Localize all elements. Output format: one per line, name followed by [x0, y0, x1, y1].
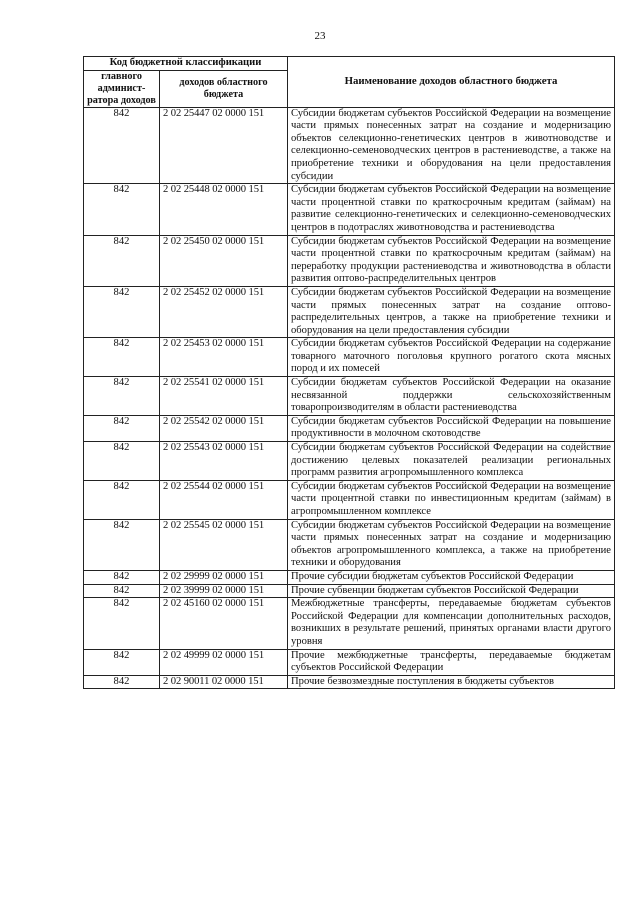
code-column-header: доходов областного бюджета: [160, 70, 288, 107]
table-row: [84, 675, 615, 689]
admin-code-cell: 842: [84, 675, 160, 689]
admin-code-cell: 842: [84, 442, 160, 481]
table-row: [84, 519, 615, 570]
admin-code-cell: 842: [84, 184, 160, 235]
table-row: [84, 480, 615, 519]
income-name-cell: Прочие безвозмездные поступления в бюджеты субъектов: [288, 675, 615, 689]
admin-code-cell: 842: [84, 235, 160, 286]
income-code-cell: 2 02 25542 02 0000 151: [160, 415, 288, 441]
admin-code-cell: 842: [84, 598, 160, 649]
table-row: [84, 377, 615, 416]
table-row: [84, 584, 615, 598]
admin-code-cell: 842: [84, 570, 160, 584]
admin-code-cell: 842: [84, 480, 160, 519]
income-name-cell: Субсидии бюджетам субъектов Российской Федерации на оказание несвязанной поддержки сельскохозяйственным товаропроизводителям в области растениеводства: [288, 377, 615, 416]
table-row: [84, 415, 615, 441]
income-code-cell: 2 02 49999 02 0000 151: [160, 649, 288, 675]
admin-code-cell: 842: [84, 286, 160, 337]
income-name-cell: Субсидии бюджетам субъектов Российской Федерации на возмещение части прямых понесенных затрат на создание оптово-распределительных центров, а также на приобретение техники и оборудования на цели предоставления субсидии: [288, 286, 615, 337]
table-row: [84, 649, 615, 675]
income-name-cell: Субсидии бюджетам субъектов Российской Федерации на возмещение части процентной ставки по краткосрочным кредитам (займам) на переработку продукции растениеводства и животноводства в области развития оптово-распределительных центров: [288, 235, 615, 286]
income-code-cell: 2 02 25543 02 0000 151: [160, 442, 288, 481]
income-code-cell: 2 02 25541 02 0000 151: [160, 377, 288, 416]
income-code-cell: 2 02 39999 02 0000 151: [160, 584, 288, 598]
income-name-cell: Прочие субсидии бюджетам субъектов Российской Федерации: [288, 570, 615, 584]
income-name-cell: Субсидии бюджетам субъектов Российской Федерации на содействие достижению целевых показателей реализации региональных программ развития агропромышленного комплекса: [288, 442, 615, 481]
income-name-cell: Прочие субвенции бюджетам субъектов Российской Федерации: [288, 584, 615, 598]
table-row: [84, 235, 615, 286]
income-name-cell: Субсидии бюджетам субъектов Российской Федерации на возмещение части процентной ставки по краткосрочным кредитам (займам) на развитие селекционно-генетических и селекционно-семеноводческих центров в подотраслях животноводства и растениеводства: [288, 184, 615, 235]
admin-code-cell: 842: [84, 107, 160, 184]
admin-code-cell: 842: [84, 519, 160, 570]
income-name-cell: Межбюджетные трансферты, передаваемые бюджетам субъектов Российской Федерации для компенсации дополнительных расходов, возникших в результате решений, принятых органами власти другого уровня: [288, 598, 615, 649]
admin-code-cell: 842: [84, 649, 160, 675]
income-name-header: Наименование доходов областного бюджета: [288, 57, 615, 108]
income-name-cell: Прочие межбюджетные трансферты, передаваемые бюджетам субъектов Российской Федерации: [288, 649, 615, 675]
income-code-cell: 2 02 25450 02 0000 151: [160, 235, 288, 286]
income-code-cell: 2 02 25453 02 0000 151: [160, 338, 288, 377]
income-name-cell: Субсидии бюджетам субъектов Российской Федерации на возмещение части прямых понесенных затрат на создание и модернизацию объектов селекционно-генетических центров в животноводстве и селекционно-семеноводческих центров в растениеводстве, а также на приобретение техники и оборудования на цели предоставления субсидии: [288, 107, 615, 184]
income-code-cell: 2 02 25544 02 0000 151: [160, 480, 288, 519]
admin-column-header: главного админист-ратора доходов: [84, 70, 160, 107]
income-name-cell: Субсидии бюджетам субъектов Российской Федерации на повышение продуктивности в молочном скотоводстве: [288, 415, 615, 441]
income-name-cell: Субсидии бюджетам субъектов Российской Федерации на возмещение части прямых понесенных затрат на создание и модернизацию объектов агропромышленного комплекса, а также на приобретение техники и оборудования: [288, 519, 615, 570]
table-row: [84, 598, 615, 649]
classification-code-header: Код бюджетной классификации: [84, 57, 288, 71]
income-code-cell: 2 02 25447 02 0000 151: [160, 107, 288, 184]
income-code-cell: 2 02 90011 02 0000 151: [160, 675, 288, 689]
income-code-cell: 2 02 25452 02 0000 151: [160, 286, 288, 337]
admin-code-cell: 842: [84, 338, 160, 377]
table-row: [84, 286, 615, 337]
admin-code-cell: 842: [84, 584, 160, 598]
income-name-cell: Субсидии бюджетам субъектов Российской Федерации на возмещение части процентной ставки по инвестиционным кредитам (займам) в агропромышленном комплексе: [288, 480, 615, 519]
admin-code-cell: 842: [84, 377, 160, 416]
table-row: [84, 338, 615, 377]
table-row: [84, 184, 615, 235]
income-code-cell: 2 02 25448 02 0000 151: [160, 184, 288, 235]
table-row: [84, 442, 615, 481]
table-row: [84, 570, 615, 584]
table-row: [84, 107, 615, 184]
budget-classification-table: [83, 56, 615, 689]
income-code-cell: 2 02 45160 02 0000 151: [160, 598, 288, 649]
income-code-cell: 2 02 25545 02 0000 151: [160, 519, 288, 570]
page-number: 23: [314, 30, 326, 42]
admin-code-cell: 842: [84, 415, 160, 441]
income-name-cell: Субсидии бюджетам субъектов Российской Федерации на содержание товарного маточного поголовья крупного рогатого скота мясных пород и их помесей: [288, 338, 615, 377]
income-code-cell: 2 02 29999 02 0000 151: [160, 570, 288, 584]
